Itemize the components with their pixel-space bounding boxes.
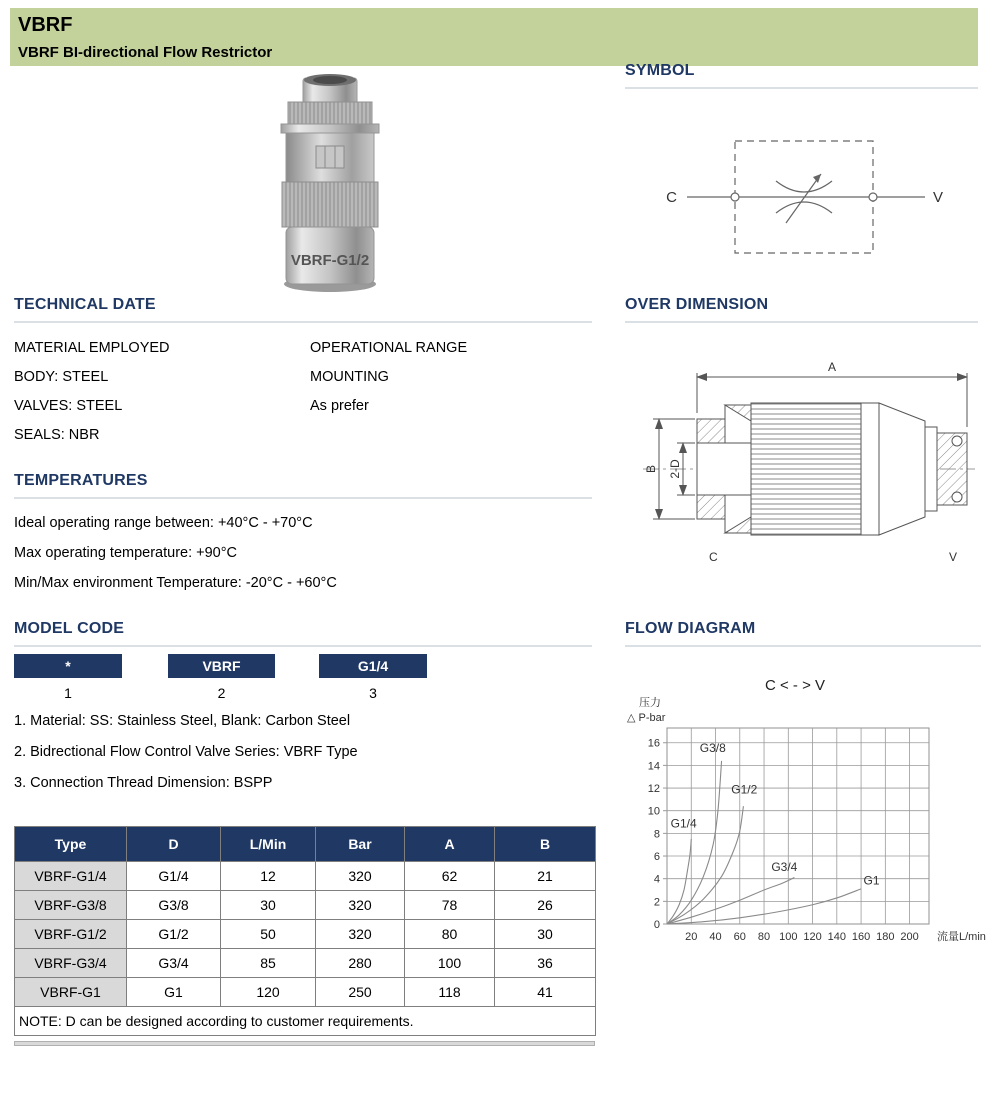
spec-cell: G1 xyxy=(127,978,221,1007)
section-symbol xyxy=(625,62,978,312)
y-tick-14: 14 xyxy=(647,760,660,773)
valve-section-outline xyxy=(697,403,967,535)
spec-row-type: VBRF-G3/8 xyxy=(15,891,127,920)
section-technical-data xyxy=(14,296,592,450)
spec-cell: 250 xyxy=(316,978,405,1007)
model-code-box-2: VBRF xyxy=(168,654,275,678)
x-tick-40: 40 xyxy=(709,931,722,943)
curve-g3-4 xyxy=(667,878,794,924)
model-code-note-2: 2. Bidrectional Flow Control Valve Series: VBRF Type xyxy=(14,744,358,760)
technical-left-line-3: SEALS: NBR xyxy=(14,427,100,443)
x-tick-100: 100 xyxy=(779,931,798,943)
model-code-notes xyxy=(14,706,592,799)
header-band xyxy=(10,8,978,66)
temperature-line-2: Min/Max environment Temperature: -20°C - +60°C xyxy=(14,575,337,591)
technical-left-column xyxy=(14,334,310,450)
table-bottom-bar xyxy=(14,1041,595,1046)
plot-border xyxy=(667,728,929,924)
spec-row-vbrf-g3-4 xyxy=(15,949,596,978)
spec-cell: 100 xyxy=(405,949,495,978)
x-tick-140: 140 xyxy=(827,931,846,943)
curve-label-g3-4: G3/4 xyxy=(771,859,798,874)
spec-col-header-type: Type xyxy=(15,827,127,862)
model-code-box-3: G1/4 xyxy=(319,654,427,678)
over-dimension-heading: OVER DIMENSION xyxy=(625,296,978,323)
y-tick-16: 16 xyxy=(647,737,660,750)
spec-col-header-bar: Bar xyxy=(316,827,405,862)
spec-cell: 30 xyxy=(495,920,596,949)
x-tick-80: 80 xyxy=(757,931,771,943)
spec-cell: 21 xyxy=(495,862,596,891)
dim-label-a: A xyxy=(827,360,837,374)
spec-row-vbrf-g3-8 xyxy=(15,891,596,920)
spec-row-type: VBRF-G1/4 xyxy=(15,862,127,891)
y-tick-8: 8 xyxy=(653,828,660,841)
spec-table-body xyxy=(15,862,596,1036)
product-engraving: VBRF-G1/2 xyxy=(290,252,370,269)
spec-cell: 118 xyxy=(405,978,495,1007)
y-axis-label-unit: △ P-bar xyxy=(627,712,666,724)
x-tick-20: 20 xyxy=(685,931,698,943)
model-code-number-3: 3 xyxy=(369,685,377,701)
spec-cell: 320 xyxy=(316,920,405,949)
dim-port-c: C xyxy=(709,550,718,564)
spec-cell: 280 xyxy=(316,949,405,978)
spec-cell: 50 xyxy=(221,920,316,949)
y-tick-6: 6 xyxy=(653,851,660,864)
model-code-number-2: 2 xyxy=(217,685,226,701)
dim-label-b: B xyxy=(644,464,658,474)
symbol-diagram xyxy=(625,127,978,307)
curve-g1-4 xyxy=(667,839,691,924)
temperatures-heading: TEMPERATURES xyxy=(14,472,592,499)
technical-heading: TECHNICAL DATE xyxy=(14,296,592,323)
spec-table-head xyxy=(15,827,596,862)
technical-left-line-1: BODY: STEEL xyxy=(14,369,109,385)
page-subtitle: VBRF BI-directional Flow Restrictor xyxy=(18,44,273,61)
spec-cell: G3/8 xyxy=(127,891,221,920)
x-axis-label: 流量L/min xyxy=(937,931,986,943)
adjustability-arrow xyxy=(786,174,821,223)
x-tick-200: 200 xyxy=(900,931,919,943)
y-axis-label-cn: 压力 xyxy=(639,697,661,709)
spec-cell: 36 xyxy=(495,949,596,978)
spec-cell: G3/4 xyxy=(127,949,221,978)
curve-g3-8 xyxy=(667,761,722,924)
spec-cell: 41 xyxy=(495,978,596,1007)
spec-header-row xyxy=(15,827,596,862)
y-tick-4: 4 xyxy=(653,873,660,886)
spec-cell: 30 xyxy=(221,891,316,920)
flow-chart xyxy=(625,694,987,962)
x-tick-180: 180 xyxy=(876,931,895,943)
spec-row-type: VBRF-G1/2 xyxy=(15,920,127,949)
flow-diagram-heading: FLOW DIAGRAM xyxy=(625,620,981,647)
temperature-line-0: Ideal operating range between: +40°C - +70°C xyxy=(14,515,313,531)
spec-row-vbrf-g1-2 xyxy=(15,920,596,949)
spec-table xyxy=(14,826,596,1036)
spec-cell: 62 xyxy=(405,862,495,891)
x-tick-120: 120 xyxy=(803,931,822,943)
dim-label-2d: 2-D xyxy=(668,459,682,479)
spec-cell: 320 xyxy=(316,862,405,891)
dim-port-v: V xyxy=(949,550,958,564)
spec-cell: G1/4 xyxy=(127,862,221,891)
technical-right-line-1: MOUNTING xyxy=(310,369,389,385)
technical-right-column xyxy=(310,334,467,450)
y-tick-10: 10 xyxy=(647,805,660,818)
temperature-lines xyxy=(14,508,592,598)
valve-illustration xyxy=(281,74,379,292)
model-code-number-1: 1 xyxy=(64,685,72,701)
spec-col-header-d: D xyxy=(127,827,221,862)
section-temperatures xyxy=(14,472,592,598)
spec-row-vbrf-g1 xyxy=(15,978,596,1007)
section-model-code xyxy=(14,620,592,799)
spec-note: NOTE: D can be designed according to customer requirements. xyxy=(15,1007,596,1036)
spec-cell: 26 xyxy=(495,891,596,920)
spec-cell: 85 xyxy=(221,949,316,978)
spec-cell: 120 xyxy=(221,978,316,1007)
chart-title: C < - > V xyxy=(764,677,826,694)
spec-col-header-l-min: L/Min xyxy=(221,827,316,862)
model-code-boxes xyxy=(14,654,592,706)
x-tick-160: 160 xyxy=(851,931,871,943)
spec-row-type: VBRF-G1 xyxy=(15,978,127,1007)
curve-label-g1: G1 xyxy=(863,873,880,888)
technical-left-line-0: MATERIAL EMPLOYED xyxy=(14,340,170,356)
section-over-dimension xyxy=(625,296,978,587)
model-code-box-1: * xyxy=(14,654,122,678)
spec-col-header-a: A xyxy=(405,827,495,862)
spec-note-row xyxy=(15,1007,596,1036)
product-photo xyxy=(185,72,475,298)
symbol-port-c: C xyxy=(666,189,677,206)
model-code-note-1: 1. Material: SS: Stainless Steel, Blank: Carbon Steel xyxy=(14,713,351,729)
temperature-line-1: Max operating temperature: +90°C xyxy=(14,545,238,561)
technical-left-line-2: VALVES: STEEL xyxy=(14,398,123,414)
spec-cell: G1/2 xyxy=(127,920,221,949)
section-flow-diagram xyxy=(625,620,986,962)
y-tick-12: 12 xyxy=(647,783,660,796)
page-title: VBRF xyxy=(18,14,73,36)
dimension-drawing xyxy=(625,347,978,582)
curve-label-g1-4: G1/4 xyxy=(670,816,697,831)
x-tick-60: 60 xyxy=(733,931,746,943)
technical-right-line-0: OPERATIONAL RANGE xyxy=(310,340,468,356)
technical-right-line-2: As prefer xyxy=(310,398,369,414)
model-code-note-3: 3. Connection Thread Dimension: BSPP xyxy=(14,775,273,791)
spec-cell: 80 xyxy=(405,920,495,949)
curve-label-g1-2: G1/2 xyxy=(731,782,758,797)
spec-cell: 78 xyxy=(405,891,495,920)
spec-row-type: VBRF-G3/4 xyxy=(15,949,127,978)
symbol-port-v: V xyxy=(933,189,944,206)
spec-cell: 12 xyxy=(221,862,316,891)
y-tick-0: 0 xyxy=(653,919,660,931)
spec-row-vbrf-g1-4 xyxy=(15,862,596,891)
y-tick-2: 2 xyxy=(653,896,660,909)
spec-col-header-b: B xyxy=(495,827,596,862)
spec-cell: 320 xyxy=(316,891,405,920)
model-code-heading: MODEL CODE xyxy=(14,620,592,647)
curve-label-g3-8: G3/8 xyxy=(699,740,726,755)
symbol-heading: SYMBOL xyxy=(625,62,978,89)
restrictor-arc-bottom xyxy=(776,202,832,213)
restrictor-arc-top xyxy=(776,181,832,192)
